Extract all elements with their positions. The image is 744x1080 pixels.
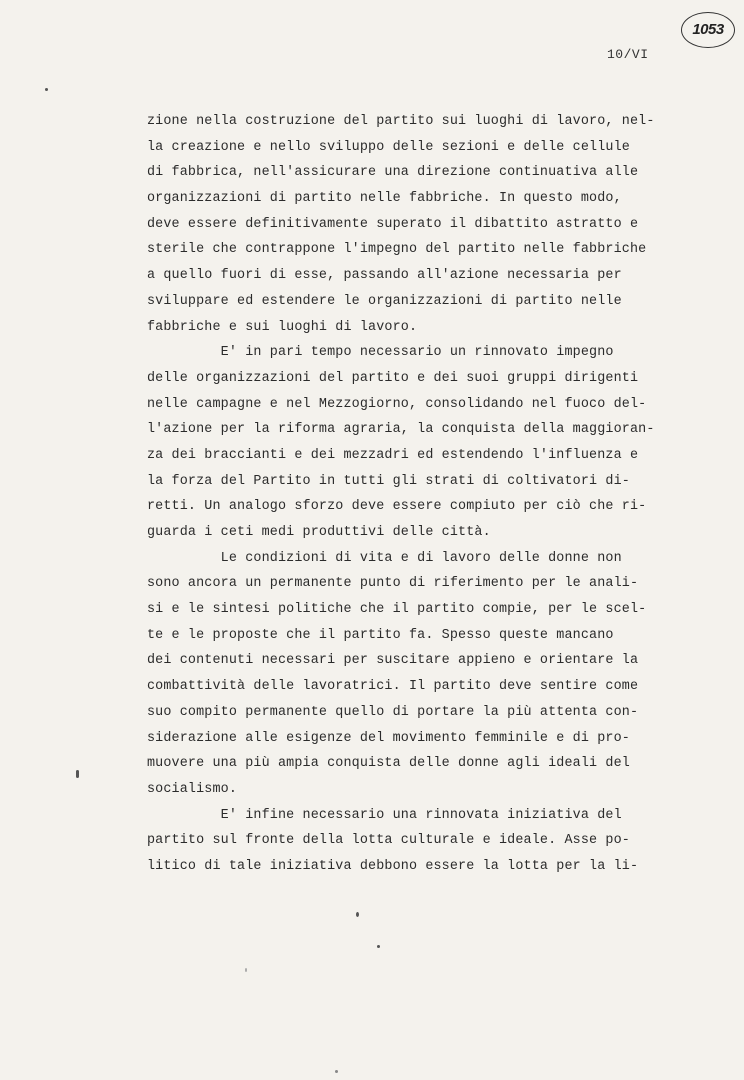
text-line: di fabbrica, nell'assicurare una direzione continuativa alle xyxy=(147,165,639,181)
text-line: socialismo. xyxy=(147,781,238,797)
scan-speck xyxy=(245,968,247,972)
text-line: siderazione alle esigenze del movimento femminile e di pro- xyxy=(147,730,630,746)
text-line: partito sul fronte della lotta culturale e ideale. Asse po- xyxy=(147,833,630,849)
text-line: delle organizzazioni del partito e dei suoi gruppi dirigenti xyxy=(147,370,639,386)
scan-speck xyxy=(76,770,79,778)
text-line: si e le sintesi politiche che il partito compie, per le scel- xyxy=(147,602,647,618)
text-line: la creazione e nello sviluppo delle sezioni e delle cellule xyxy=(147,139,630,155)
scan-speck xyxy=(377,945,380,948)
text-line: la forza del Partito in tutti gli strati di coltivatori di- xyxy=(147,473,630,489)
text-line: muovere una più ampia conquista delle donne agli ideali del xyxy=(147,756,630,772)
text-line: te e le proposte che il partito fa. Spesso queste mancano xyxy=(147,627,614,643)
text-line: l'azione per la riforma agraria, la conquista della maggioran- xyxy=(147,422,655,438)
text-line: dei contenuti necessari per suscitare appieno e orientare la xyxy=(147,653,639,669)
text-line: nelle campagne e nel Mezzogiorno, consolidando nel fuoco del- xyxy=(147,396,647,412)
text-line: za dei braccianti e dei mezzadri ed estendendo l'influenza e xyxy=(147,447,639,463)
scan-speck xyxy=(356,912,359,917)
text-line: fabbriche e sui luoghi di lavoro. xyxy=(147,319,418,335)
scan-speck xyxy=(335,1070,338,1073)
text-line: litico di tale iniziativa debbono essere la lotta per la li- xyxy=(147,858,639,874)
scan-speck xyxy=(45,88,48,91)
text-line: organizzazioni di partito nelle fabbriche. In questo modo, xyxy=(147,191,622,207)
text-line: retti. Un analogo sforzo deve essere compiuto per ciò che ri- xyxy=(147,499,647,515)
text-line: sviluppare ed estendere le organizzazioni di partito nelle xyxy=(147,293,622,309)
text-line: combattività delle lavoratrici. Il partito deve sentire come xyxy=(147,679,639,695)
archive-stamp: 1053 xyxy=(681,12,735,48)
text-line: Le condizioni di vita e di lavoro delle donne non xyxy=(147,550,622,566)
text-line: sono ancora un permanente punto di riferimento per le anali- xyxy=(147,576,639,592)
text-line: a quello fuori di esse, passando all'azione necessaria per xyxy=(147,268,622,284)
page-number: 10/VI xyxy=(607,47,649,62)
body-text xyxy=(147,109,707,880)
text-line: E' in pari tempo necessario un rinnovato impegno xyxy=(147,345,614,361)
text-line: E' infine necessario una rinnovata iniziativa del xyxy=(147,807,622,823)
text-line: sterile che contrappone l'impegno del partito nelle fabbriche xyxy=(147,242,647,258)
text-line: deve essere definitivamente superato il dibattito astratto e xyxy=(147,216,639,232)
text-line: zione nella costruzione del partito sui luoghi di lavoro, nel- xyxy=(147,114,655,129)
text-line: suo compito permanente quello di portare la più attenta con- xyxy=(147,704,639,720)
text-line: guarda i ceti medi produttivi delle città. xyxy=(147,525,491,540)
